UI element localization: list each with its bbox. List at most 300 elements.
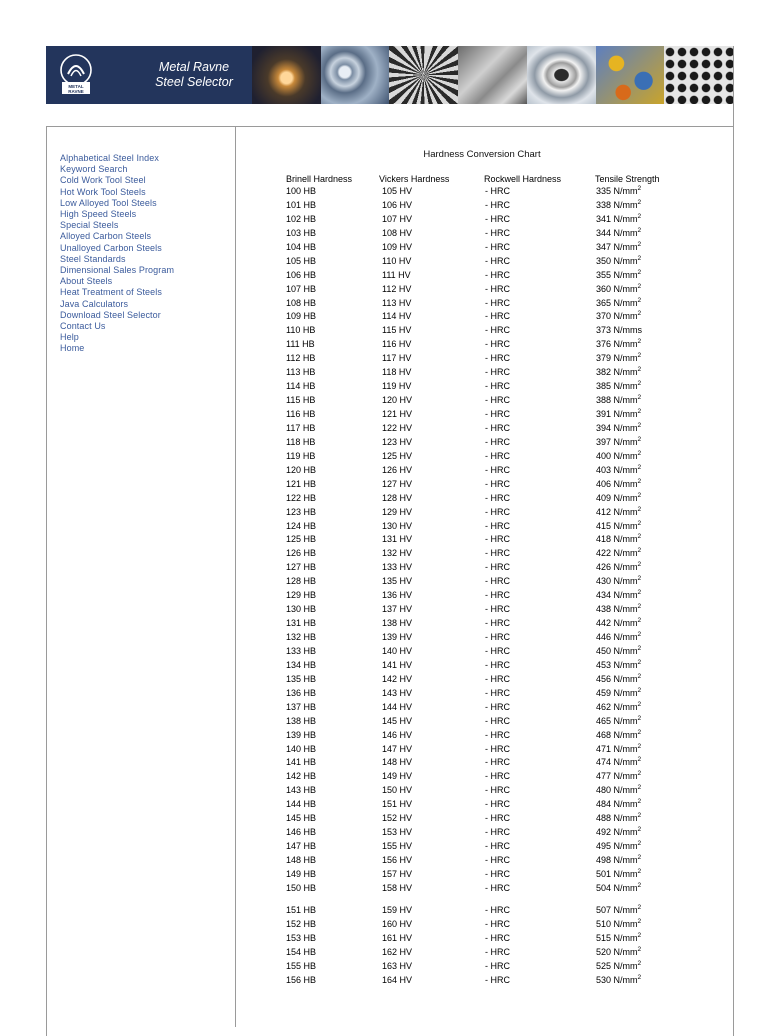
rockwell-cell: - HRC bbox=[485, 492, 510, 503]
vickers-cell: 162 HV bbox=[382, 946, 413, 957]
vickers-cell: 118 HV bbox=[382, 367, 412, 378]
vickers-cell: 135 HV bbox=[382, 576, 413, 587]
tensile-value: 498 N/mm bbox=[596, 855, 638, 865]
tensile-cell bbox=[596, 534, 641, 544]
table-row bbox=[0, 660, 768, 674]
tensile-value: 477 N/mm bbox=[596, 771, 638, 782]
tensile-cell bbox=[596, 855, 641, 865]
brinell-cell: 122 HB bbox=[286, 492, 317, 503]
tensile-value: 525 N/mm bbox=[596, 960, 638, 971]
tensile-cell bbox=[596, 660, 641, 670]
tensile-exponent: 2 bbox=[637, 421, 642, 429]
rockwell-cell: - HRC bbox=[485, 645, 510, 656]
tensile-exponent: 2 bbox=[637, 728, 642, 736]
tensile-cell bbox=[596, 604, 641, 614]
tensile-exponent: 2 bbox=[637, 812, 642, 820]
tensile-cell bbox=[596, 270, 641, 280]
vickers-cell: 155 HV bbox=[382, 841, 413, 852]
vickers-cell: 107 HV bbox=[382, 213, 413, 224]
tensile-exponent: 2 bbox=[637, 931, 642, 939]
tensile-value: 370 N/mm bbox=[596, 311, 638, 322]
tensile-value: 397 N/mm bbox=[596, 436, 638, 447]
rockwell-cell: - HRC bbox=[485, 827, 510, 838]
tensile-value: 403 N/mm bbox=[596, 464, 638, 475]
table-row bbox=[0, 771, 768, 785]
tensile-cell bbox=[596, 632, 641, 642]
brinell-cell: 138 HB bbox=[286, 715, 317, 726]
rockwell-cell: - HRC bbox=[485, 799, 510, 810]
tensile-value: 492 N/mm bbox=[596, 827, 638, 838]
tensile-value: 442 N/mm bbox=[596, 618, 638, 629]
tensile-cell bbox=[596, 618, 641, 628]
nav-low-alloyed-tool-steels[interactable]: Low Alloyed Tool Steels bbox=[60, 197, 157, 208]
rockwell-cell: - HRC bbox=[485, 604, 510, 615]
tensile-cell bbox=[596, 827, 641, 837]
tensile-value: 388 N/mm bbox=[596, 395, 638, 406]
tensile-cell bbox=[596, 437, 641, 447]
vickers-cell: 129 HV bbox=[382, 506, 413, 517]
tensile-cell bbox=[596, 284, 641, 294]
tensile-exponent: 2 bbox=[637, 394, 642, 402]
tensile-cell bbox=[596, 562, 641, 572]
rockwell-cell: - HRC bbox=[485, 464, 510, 475]
tensile-value: 394 N/mm bbox=[596, 422, 638, 433]
tensile-value: 355 N/mm bbox=[596, 269, 638, 280]
rockwell-cell: - HRC bbox=[485, 381, 510, 392]
tensile-exponent: 2 bbox=[637, 644, 642, 652]
tensile-exponent: 2 bbox=[637, 756, 642, 764]
brinell-cell: 109 HB bbox=[286, 311, 317, 322]
brinell-cell: 130 HB bbox=[286, 604, 317, 615]
table-row bbox=[0, 339, 768, 353]
rockwell-cell: - HRC bbox=[485, 186, 510, 196]
vickers-cell: 111 HV bbox=[382, 269, 411, 280]
brinell-cell: 139 HB bbox=[286, 729, 317, 740]
tensile-cell bbox=[596, 451, 641, 461]
table-row bbox=[0, 479, 768, 493]
svg-text:RAVNE: RAVNE bbox=[68, 89, 84, 94]
tensile-cell bbox=[596, 242, 641, 252]
tensile-cell bbox=[596, 548, 641, 558]
perforated-metal-photo bbox=[664, 46, 733, 104]
tensile-value: 426 N/mm bbox=[596, 562, 638, 573]
brinell-cell: 118 HB bbox=[286, 436, 316, 447]
brinell-cell: 127 HB bbox=[286, 562, 317, 573]
brinell-cell: 129 HB bbox=[286, 590, 317, 601]
tensile-cell bbox=[596, 933, 641, 943]
tensile-cell bbox=[596, 186, 641, 196]
header-tensile: Tensile Strength bbox=[595, 174, 660, 184]
tensile-exponent: 2 bbox=[637, 408, 642, 415]
rockwell-cell: - HRC bbox=[485, 918, 510, 929]
table-row bbox=[0, 883, 768, 897]
tensile-value: 418 N/mm bbox=[596, 534, 638, 545]
table-row bbox=[0, 702, 768, 716]
brinell-cell: 132 HB bbox=[286, 632, 317, 642]
vickers-cell: 163 HV bbox=[382, 960, 413, 971]
brinell-cell: 119 HB bbox=[286, 450, 316, 461]
tensile-cell bbox=[596, 423, 641, 433]
rockwell-cell: - HRC bbox=[485, 729, 510, 740]
brinell-cell: 128 HB bbox=[286, 576, 317, 587]
vickers-cell: 110 HV bbox=[382, 255, 412, 266]
table-row bbox=[0, 521, 768, 535]
tensile-value: 446 N/mm bbox=[596, 632, 638, 642]
brinell-cell: 156 HB bbox=[286, 974, 317, 985]
nav-contact-us[interactable]: Contact Us bbox=[60, 321, 106, 332]
tensile-exponent: 2 bbox=[637, 449, 642, 457]
tensile-cell bbox=[596, 702, 641, 712]
tensile-value: 422 N/mm bbox=[596, 548, 638, 559]
rockwell-cell: - HRC bbox=[485, 590, 510, 601]
table-row bbox=[0, 228, 768, 242]
tensile-exponent: 2 bbox=[637, 959, 642, 967]
vickers-cell: 136 HV bbox=[382, 590, 413, 601]
vickers-cell: 105 HV bbox=[382, 186, 413, 196]
brinell-cell: 104 HB bbox=[286, 241, 317, 252]
tensile-cell bbox=[596, 228, 641, 238]
table-row bbox=[0, 590, 768, 604]
table-row bbox=[0, 785, 768, 799]
table-row bbox=[0, 451, 768, 465]
rockwell-cell: - HRC bbox=[485, 548, 510, 559]
rockwell-cell: - HRC bbox=[485, 715, 510, 726]
table-row bbox=[0, 576, 768, 590]
tensile-exponent: 2 bbox=[637, 686, 642, 694]
tensile-value: 347 N/mm bbox=[596, 241, 638, 252]
tensile-exponent: 2 bbox=[637, 185, 642, 192]
vickers-cell: 156 HV bbox=[382, 855, 413, 865]
brinell-cell: 133 HB bbox=[286, 645, 317, 656]
rockwell-cell: - HRC bbox=[485, 241, 510, 252]
brinell-cell: 140 HB bbox=[286, 743, 317, 754]
rockwell-cell: - HRC bbox=[485, 269, 510, 280]
nav-unalloyed-carbon-steels[interactable]: Unalloyed Carbon Steels bbox=[60, 242, 162, 253]
tensile-cell bbox=[596, 200, 641, 210]
tensile-value: 438 N/mm bbox=[596, 604, 638, 615]
brinell-cell: 142 HB bbox=[286, 771, 317, 782]
rockwell-cell: - HRC bbox=[485, 506, 510, 517]
rockwell-cell: - HRC bbox=[485, 311, 510, 322]
tensile-exponent: 2 bbox=[637, 491, 642, 499]
tensile-cell bbox=[596, 947, 641, 957]
table-row bbox=[0, 933, 768, 947]
table-row bbox=[0, 284, 768, 298]
vickers-cell: 153 HV bbox=[382, 827, 413, 838]
tensile-cell bbox=[596, 507, 641, 517]
tensile-cell bbox=[596, 905, 641, 915]
table-row bbox=[0, 855, 768, 869]
rockwell-cell: - HRC bbox=[485, 283, 510, 294]
tensile-exponent: 2 bbox=[637, 631, 642, 638]
tensile-value: 484 N/mm bbox=[596, 799, 638, 810]
vickers-cell: 145 HV bbox=[382, 715, 413, 726]
vickers-cell: 161 HV bbox=[382, 932, 413, 943]
table-row bbox=[0, 186, 768, 200]
tensile-exponent: 2 bbox=[637, 380, 642, 388]
nav-cold-work-tool-steel[interactable]: Cold Work Tool Steel bbox=[60, 175, 146, 186]
tensile-value: 415 N/mm bbox=[596, 520, 638, 531]
table-row bbox=[0, 253, 768, 270]
rockwell-cell: - HRC bbox=[485, 904, 510, 915]
table-row bbox=[0, 947, 768, 961]
brinell-cell: 112 HB bbox=[286, 353, 316, 364]
nav-hot-work-tool-steels[interactable]: Hot Work Tool Steels bbox=[60, 186, 146, 197]
flange-parts-photo bbox=[321, 46, 390, 104]
tensile-value: 468 N/mm bbox=[596, 729, 638, 740]
table-row bbox=[0, 919, 768, 933]
vickers-cell: 152 HV bbox=[382, 813, 413, 824]
nav-dimensional-sales-program[interactable]: Dimensional Sales Program bbox=[60, 265, 175, 276]
tensile-cell bbox=[596, 479, 641, 489]
tensile-cell bbox=[596, 339, 641, 349]
brinell-cell: 116 HB bbox=[286, 409, 316, 419]
table-row bbox=[0, 975, 768, 989]
tensile-value: 453 N/mm bbox=[596, 659, 638, 670]
tensile-exponent: 2 bbox=[637, 575, 642, 583]
vickers-cell: 116 HV bbox=[382, 339, 412, 350]
nav-special-steels[interactable]: Special Steels bbox=[60, 220, 119, 231]
vickers-cell: 117 HV bbox=[382, 353, 412, 364]
rockwell-cell: - HRC bbox=[485, 534, 510, 545]
header-banner bbox=[46, 46, 733, 104]
tensile-cell bbox=[596, 919, 641, 929]
rockwell-cell: - HRC bbox=[485, 339, 510, 350]
nav-high-speed-steels[interactable]: High Speed Steels bbox=[60, 209, 137, 220]
rockwell-cell: - HRC bbox=[485, 868, 510, 879]
table-row bbox=[0, 409, 768, 423]
nav-steel-standards[interactable]: Steel Standards bbox=[60, 253, 126, 264]
metal-surface-photo bbox=[458, 46, 527, 104]
brinell-cell: 146 HB bbox=[286, 827, 317, 838]
nav-alphabetical-steel-index[interactable]: Alphabetical Steel Index bbox=[60, 153, 159, 163]
tensile-exponent: 2 bbox=[637, 282, 642, 290]
tensile-cell bbox=[596, 841, 641, 851]
tensile-exponent: 2 bbox=[637, 296, 642, 304]
tensile-exponent: 2 bbox=[637, 826, 642, 834]
rockwell-cell: - HRC bbox=[485, 813, 510, 824]
table-row bbox=[0, 730, 768, 744]
tensile-exponent: 2 bbox=[637, 435, 642, 443]
nav-download-steel-selector[interactable]: Download Steel Selector bbox=[60, 309, 161, 320]
vickers-cell: 108 HV bbox=[382, 227, 413, 238]
tensile-cell bbox=[596, 716, 641, 726]
rockwell-cell: - HRC bbox=[485, 659, 510, 670]
tensile-value: 501 N/mm bbox=[596, 868, 638, 879]
vickers-cell: 133 HV bbox=[382, 562, 413, 573]
table-row bbox=[0, 716, 768, 730]
tensile-cell bbox=[596, 465, 641, 475]
table-row bbox=[0, 353, 768, 367]
tensile-value: 360 N/mm bbox=[596, 283, 638, 294]
table-row bbox=[0, 534, 768, 548]
vickers-cell: 158 HV bbox=[382, 882, 413, 893]
tensile-value: 504 N/mm bbox=[596, 882, 638, 893]
table-row bbox=[0, 961, 768, 975]
nav-heat-treatment-of-steels[interactable]: Heat Treatment of Steels bbox=[60, 287, 162, 298]
brinell-cell: 145 HB bbox=[286, 813, 317, 824]
nav-keyword-search[interactable]: Keyword Search bbox=[60, 164, 128, 175]
brinell-cell: 136 HB bbox=[286, 687, 317, 698]
tensile-value: 488 N/mm bbox=[596, 813, 638, 824]
forging-photo bbox=[252, 46, 321, 104]
tensile-exponent: 2 bbox=[637, 533, 642, 541]
tensile-exponent: 2 bbox=[637, 903, 642, 911]
tensile-exponent: 2 bbox=[637, 463, 642, 471]
table-row bbox=[0, 367, 768, 381]
vickers-cell: 123 HV bbox=[382, 436, 413, 447]
tensile-cell bbox=[596, 799, 641, 809]
brand-line-1: Metal Ravne bbox=[158, 60, 230, 74]
table-row bbox=[0, 799, 768, 813]
vickers-cell: 113 HV bbox=[382, 297, 412, 308]
table-row bbox=[0, 674, 768, 688]
rockwell-cell: - HRC bbox=[485, 785, 510, 796]
nav-home[interactable]: Home bbox=[60, 343, 85, 354]
table-row bbox=[0, 423, 768, 437]
rockwell-cell: - HRC bbox=[485, 353, 510, 364]
vickers-cell: 146 HV bbox=[382, 729, 413, 740]
tensile-cell bbox=[596, 975, 641, 985]
banner-photo-strip bbox=[252, 46, 733, 104]
vickers-cell: 127 HV bbox=[382, 478, 413, 489]
tensile-value: 373 N/mms bbox=[596, 325, 643, 336]
vickers-cell: 147 HV bbox=[382, 743, 413, 754]
rockwell-cell: - HRC bbox=[485, 946, 510, 957]
tensile-cell bbox=[596, 869, 641, 879]
table-row bbox=[0, 507, 768, 521]
rockwell-cell: - HRC bbox=[485, 960, 510, 971]
tensile-value: 379 N/mm bbox=[596, 353, 638, 364]
tensile-value: 335 N/mm bbox=[596, 186, 638, 196]
tensile-exponent: 2 bbox=[637, 268, 642, 276]
header-brinell: Brinell Hardness bbox=[286, 174, 353, 184]
tensile-value: 450 N/mm bbox=[596, 645, 638, 656]
table-header bbox=[0, 174, 768, 186]
tensile-cell bbox=[596, 311, 641, 321]
tensile-exponent: 2 bbox=[637, 798, 642, 806]
tensile-cell bbox=[596, 961, 641, 971]
table-row bbox=[0, 270, 768, 284]
tensile-exponent: 2 bbox=[637, 742, 642, 750]
vickers-cell: 122 HV bbox=[382, 422, 413, 433]
vickers-cell: 119 HV bbox=[382, 381, 412, 392]
tensile-exponent: 2 bbox=[637, 505, 642, 513]
tensile-value: 515 N/mm bbox=[596, 932, 638, 943]
rockwell-cell: - HRC bbox=[485, 395, 510, 406]
tensile-exponent: 2 bbox=[637, 700, 642, 708]
rockwell-cell: - HRC bbox=[485, 199, 510, 210]
conversion-table-body bbox=[0, 186, 768, 988]
tensile-value: 520 N/mm bbox=[596, 946, 638, 957]
tensile-value: 471 N/mm bbox=[596, 743, 638, 754]
tensile-exponent: 2 bbox=[637, 784, 642, 792]
rockwell-cell: - HRC bbox=[485, 450, 510, 461]
tensile-exponent: 2 bbox=[637, 519, 642, 527]
brinell-cell: 117 HB bbox=[286, 422, 316, 433]
brinell-cell: 150 HB bbox=[286, 882, 317, 893]
microstructure-photo bbox=[596, 46, 665, 104]
tensile-value: 530 N/mm bbox=[596, 974, 638, 985]
nav-help[interactable]: Help bbox=[60, 332, 79, 343]
tensile-cell bbox=[596, 493, 641, 503]
tensile-exponent: 2 bbox=[637, 212, 642, 220]
tensile-exponent: 2 bbox=[637, 840, 642, 848]
rockwell-cell: - HRC bbox=[485, 227, 510, 238]
tensile-exponent: 2 bbox=[637, 547, 642, 555]
tensile-exponent: 2 bbox=[637, 477, 642, 485]
tensile-value: 465 N/mm bbox=[596, 715, 638, 726]
tensile-value: 434 N/mm bbox=[596, 590, 638, 601]
vickers-cell: 115 HV bbox=[382, 325, 412, 336]
tensile-cell bbox=[596, 883, 641, 893]
brinell-cell: 105 HB bbox=[286, 255, 317, 266]
rockwell-cell: - HRC bbox=[485, 771, 510, 782]
rockwell-cell: - HRC bbox=[485, 673, 510, 684]
tensile-cell bbox=[596, 771, 641, 781]
brinell-cell: 149 HB bbox=[286, 868, 317, 879]
table-row bbox=[0, 562, 768, 576]
vickers-cell: 151 HV bbox=[382, 799, 413, 810]
brinell-cell: 126 HB bbox=[286, 548, 317, 559]
tensile-cell bbox=[596, 785, 641, 795]
table-row bbox=[0, 242, 768, 256]
table-row bbox=[0, 493, 768, 507]
metal-ravne-logo[interactable] bbox=[56, 52, 96, 98]
brinell-cell: 147 HB bbox=[286, 841, 317, 852]
tensile-exponent: 2 bbox=[637, 770, 642, 778]
brinell-cell: 144 HB bbox=[286, 799, 317, 810]
tensile-cell bbox=[596, 381, 641, 391]
rockwell-cell: - HRC bbox=[485, 618, 510, 629]
tensile-cell bbox=[596, 744, 641, 754]
tensile-value: 350 N/mm bbox=[596, 255, 638, 266]
rockwell-cell: - HRC bbox=[485, 974, 510, 985]
table-row bbox=[0, 395, 768, 409]
tensile-value: 376 N/mm bbox=[596, 339, 638, 350]
nav-alloyed-carbon-steels[interactable]: Alloyed Carbon Steels bbox=[60, 231, 152, 242]
rockwell-cell: - HRC bbox=[485, 632, 510, 642]
brinell-cell: 103 HB bbox=[286, 227, 317, 238]
tensile-value: 400 N/mm bbox=[596, 450, 638, 461]
table-row bbox=[0, 311, 768, 325]
brinell-cell: 106 HB bbox=[286, 269, 317, 280]
nav-java-calculators[interactable]: Java Calculators bbox=[60, 298, 129, 309]
nav-about-steels[interactable]: About Steels bbox=[60, 276, 113, 287]
brinell-cell: 143 HB bbox=[286, 785, 317, 796]
tensile-exponent: 2 bbox=[637, 617, 642, 625]
brinell-cell: 114 HB bbox=[286, 381, 316, 392]
tensile-exponent: 2 bbox=[637, 672, 642, 680]
tensile-exponent: 2 bbox=[637, 352, 642, 360]
tensile-exponent: 2 bbox=[637, 198, 642, 206]
brinell-cell: 123 HB bbox=[286, 506, 317, 517]
vickers-cell: 141 HV bbox=[382, 659, 413, 670]
brinell-cell: 153 HB bbox=[286, 932, 317, 943]
svg-text:METAL: METAL bbox=[68, 84, 84, 89]
table-row bbox=[0, 214, 768, 228]
brinell-cell: 100 HB bbox=[286, 186, 317, 196]
rockwell-cell: - HRC bbox=[485, 576, 510, 587]
rockwell-cell: - HRC bbox=[485, 367, 510, 378]
brinell-cell: 124 HB bbox=[286, 520, 317, 531]
vickers-cell: 157 HV bbox=[382, 868, 413, 879]
header-subbar bbox=[46, 104, 733, 127]
tensile-value: 430 N/mm bbox=[596, 576, 638, 587]
vickers-cell: 149 HV bbox=[382, 771, 413, 782]
vickers-cell: 106 HV bbox=[382, 199, 413, 210]
table-row bbox=[0, 604, 768, 618]
